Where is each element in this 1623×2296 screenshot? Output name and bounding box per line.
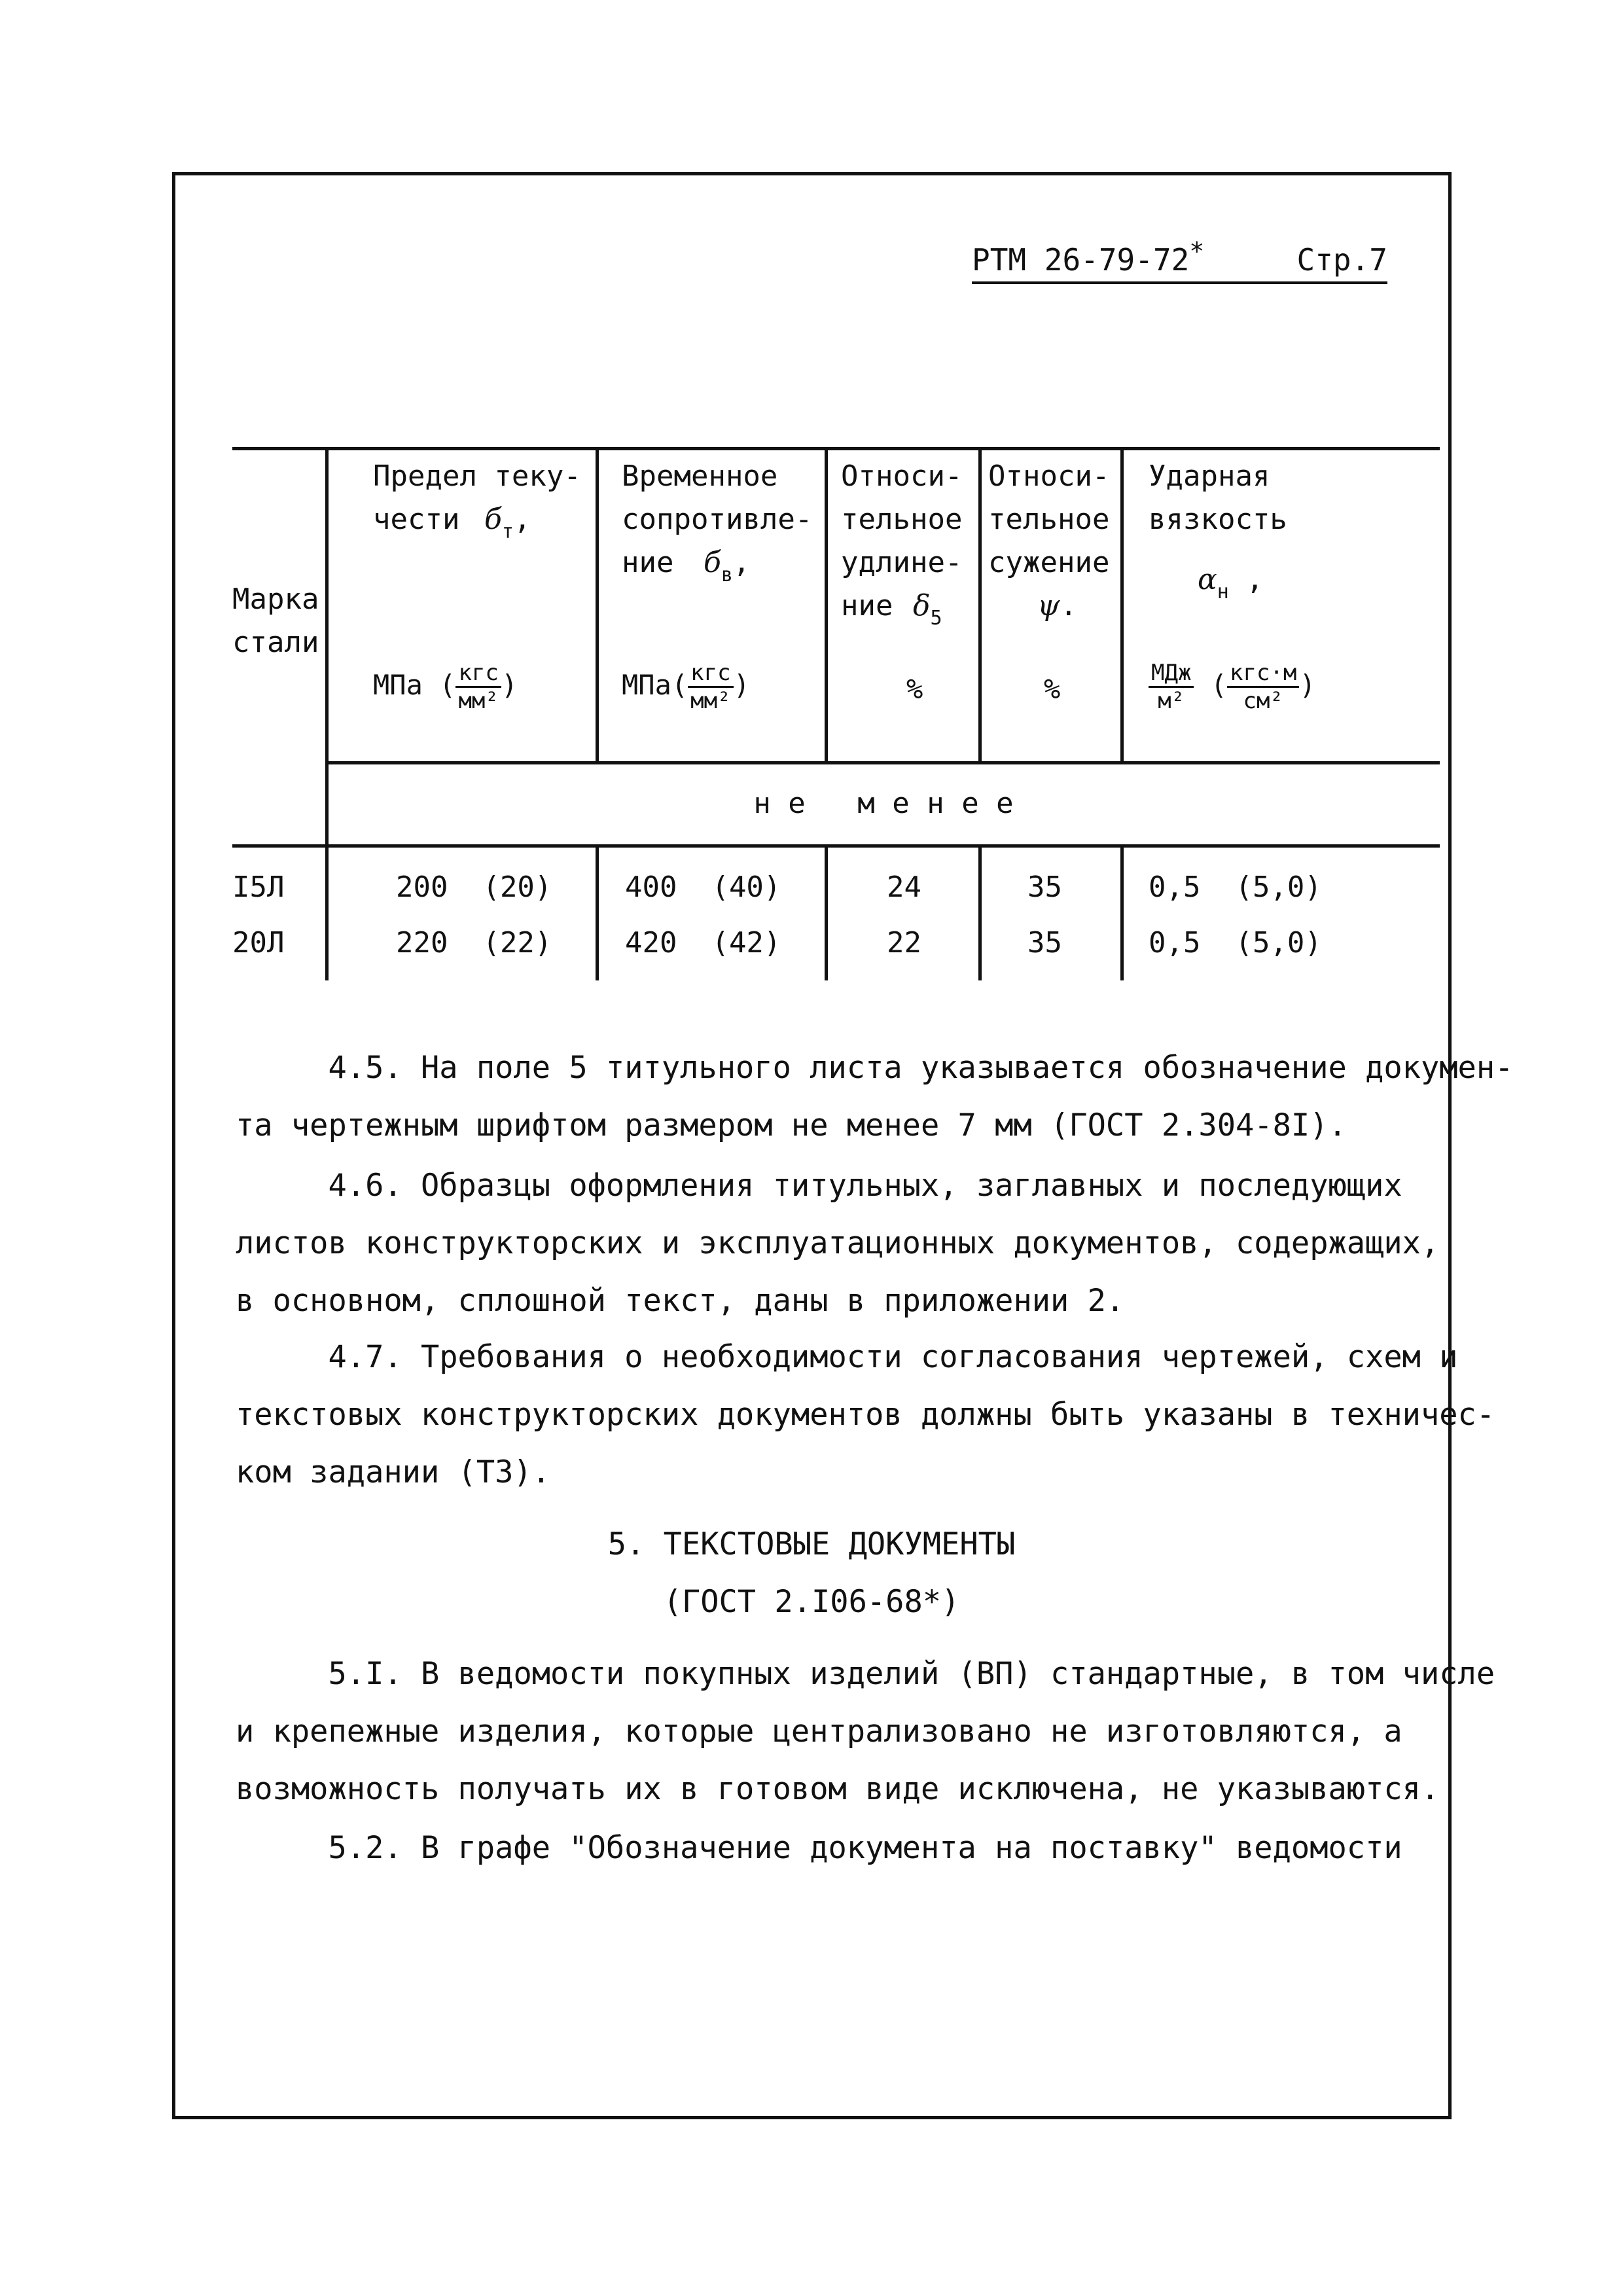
header-narrowing-title: Относи- тельное сужение bbox=[988, 459, 1110, 579]
header-impact-title: Ударная вязкость bbox=[1149, 459, 1287, 536]
table-vline-4b bbox=[978, 844, 982, 980]
header-elongation-unit: % bbox=[906, 673, 923, 705]
row-1-elongation: 24 bbox=[887, 870, 921, 904]
page-header bbox=[972, 237, 1387, 284]
row-2-yield: 220 (22) bbox=[396, 926, 552, 960]
header-strength-unit: МПа( $\frac{\text{кгс}}{\text{мм²}}$ ) bbox=[622, 660, 750, 714]
paragraph-5-1: 5.I. В ведомости покупных изделий (ВП) стандартные, в том числе и крепежные изделия, которые централизовано не изготовляются, а возможность получать их в готовом виде исключена, не указываются. bbox=[236, 1656, 1495, 1807]
row-2-strength: 420 (42) bbox=[625, 926, 781, 960]
header-strength-symbol: $б_в$, bbox=[704, 546, 751, 586]
header-elongation-title: Относи- тельное удлине- ние bbox=[841, 459, 963, 622]
row-1-yield: 200 (20) bbox=[396, 870, 552, 904]
table-vline-3b bbox=[825, 844, 828, 980]
header-yield-symbol: $б_т$, bbox=[484, 503, 531, 543]
row-1-impact: 0,5 (5,0) bbox=[1149, 870, 1322, 904]
table-vline-1 bbox=[325, 447, 329, 980]
row-2-narrowing: 35 bbox=[1027, 926, 1062, 960]
table-vline-2b bbox=[596, 844, 599, 980]
table-header-rule bbox=[327, 761, 1440, 764]
not-less-label: н е м е н е е bbox=[753, 787, 1014, 820]
row-2-impact: 0,5 (5,0) bbox=[1149, 926, 1322, 960]
header-yield-unit: МПа ( $\frac{\text{кгс}}{\text{мм²}}$ ) bbox=[373, 660, 518, 714]
table-body-rule bbox=[232, 844, 1440, 848]
header-strength-title: Временное сопротивле- ние bbox=[622, 459, 813, 579]
header-grade: Марка стали bbox=[232, 583, 319, 659]
paragraph-4-6: 4.6. Образцы оформления титульных, заглавных и последующих листов конструкторских и эксплуатационных документов, содержащих, в основном, сплошной текст, даны в приложении 2. bbox=[236, 1168, 1440, 1319]
table-vline-5 bbox=[1120, 447, 1124, 761]
document-code-mark: * bbox=[1189, 237, 1205, 266]
row-1-grade: I5Л bbox=[232, 870, 285, 904]
row-1-strength: 400 (40) bbox=[625, 870, 781, 904]
section-standard: (ГОСТ 2.I06-68*) bbox=[663, 1584, 960, 1620]
paragraph-5-2: 5.2. В графе "Обозначение документа на поставку" ведомости bbox=[236, 1830, 1402, 1866]
table-vline-5b bbox=[1120, 844, 1124, 980]
paragraph-4-5: 4.5. На поле 5 титульного листа указывается обозначение докумен- та чертежным шрифтом размером не менее 7 мм (ГОСТ 2.304-8I). bbox=[236, 1050, 1514, 1143]
page-number: Стр.7 bbox=[1296, 242, 1387, 278]
header-elongation-symbol: $\delta_5$ bbox=[913, 589, 942, 630]
document-code: РТМ 26-79-72* bbox=[972, 237, 1205, 278]
row-1-narrowing: 35 bbox=[1027, 870, 1062, 904]
table-vline-4 bbox=[978, 447, 982, 761]
header-narrowing-unit: % bbox=[1044, 673, 1061, 705]
table-top-rule bbox=[232, 447, 1440, 450]
row-2-grade: 20Л bbox=[232, 926, 285, 960]
header-narrowing-symbol: ψ. bbox=[1037, 589, 1078, 622]
section-title: 5. ТЕКСТОВЫЕ ДОКУМЕНТЫ bbox=[607, 1526, 1016, 1562]
header-impact-symbol: $\alpha_н$ , bbox=[1198, 563, 1264, 603]
header-impact-unit: $\frac{\text{МДж}}{\text{м²}}$ ( $\frac{\text{кгс·м}}{\text{см²}}$ ) bbox=[1149, 660, 1316, 714]
table-vline-2 bbox=[596, 447, 599, 761]
row-2-elongation: 22 bbox=[887, 926, 921, 960]
header-yield-title: Предел теку- чести bbox=[373, 459, 581, 536]
table-vline-3 bbox=[825, 447, 828, 761]
paragraph-4-7: 4.7. Требования о необходимости согласования чертежей, схем и текстовых конструкторских документов должны быть указаны в техничес- ком задании (ТЗ). bbox=[236, 1339, 1495, 1490]
steel-properties-table bbox=[232, 447, 1440, 980]
